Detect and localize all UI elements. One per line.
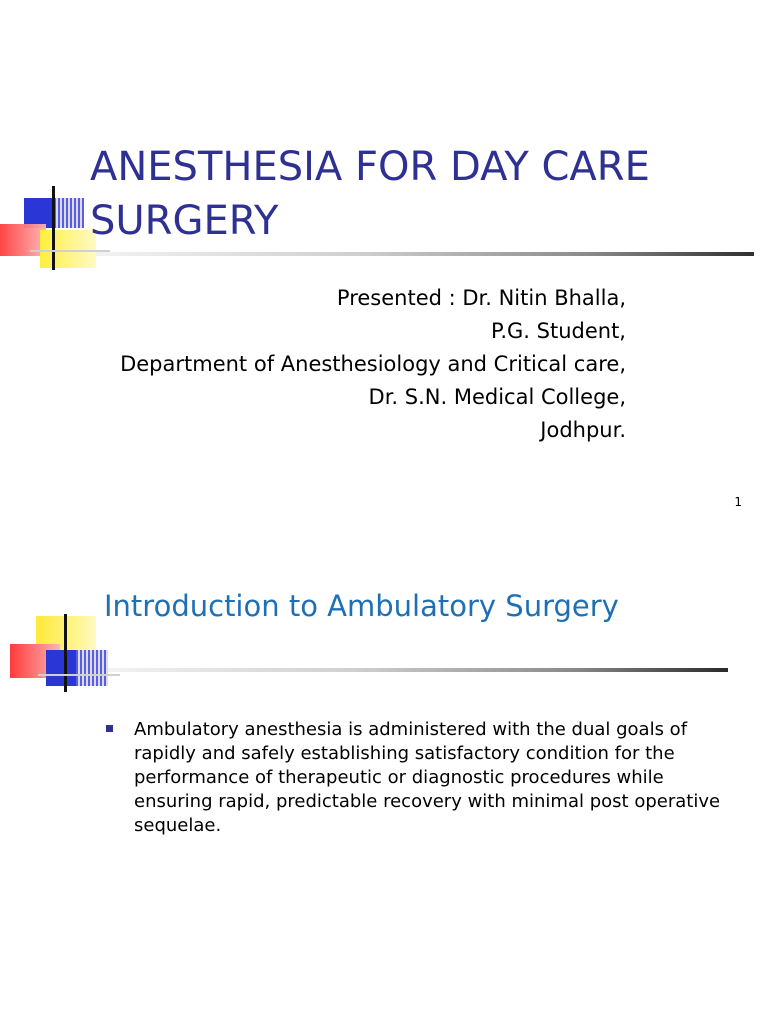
bullet-list [104, 718, 744, 838]
list-item [104, 718, 744, 838]
title-underline-rule [108, 668, 728, 672]
presenter-line: Jodhpur. [540, 418, 626, 442]
content-slide [0, 540, 768, 1024]
presenter-line: Presented : Dr. Nitin Bhalla, [336, 286, 626, 310]
title-underline-rule [96, 252, 754, 256]
decorative-squares-graphic [0, 614, 120, 694]
presenter-line: Department of Anesthesiology and Critical care, [120, 352, 626, 376]
square-bullet-icon [106, 725, 113, 732]
presenter-line: P.G. Student, [490, 319, 626, 343]
presenter-info [110, 282, 626, 447]
slide-title: ANESTHESIA FOR DAY CARE SURGERY [90, 144, 650, 244]
bullet-text: Ambulatory anesthesia is administered with the dual goals of rapidly and safely establishing satisfactory condition for the performance of therapeutic or diagnostic procedures while ensuring rapid, predictable recovery with minimal post operative sequelae. [134, 719, 721, 836]
slide-title: Introduction to Ambulatory Surgery [104, 589, 619, 623]
presenter-line: Dr. S.N. Medical College, [368, 385, 626, 409]
page-number: 1 [734, 495, 742, 509]
